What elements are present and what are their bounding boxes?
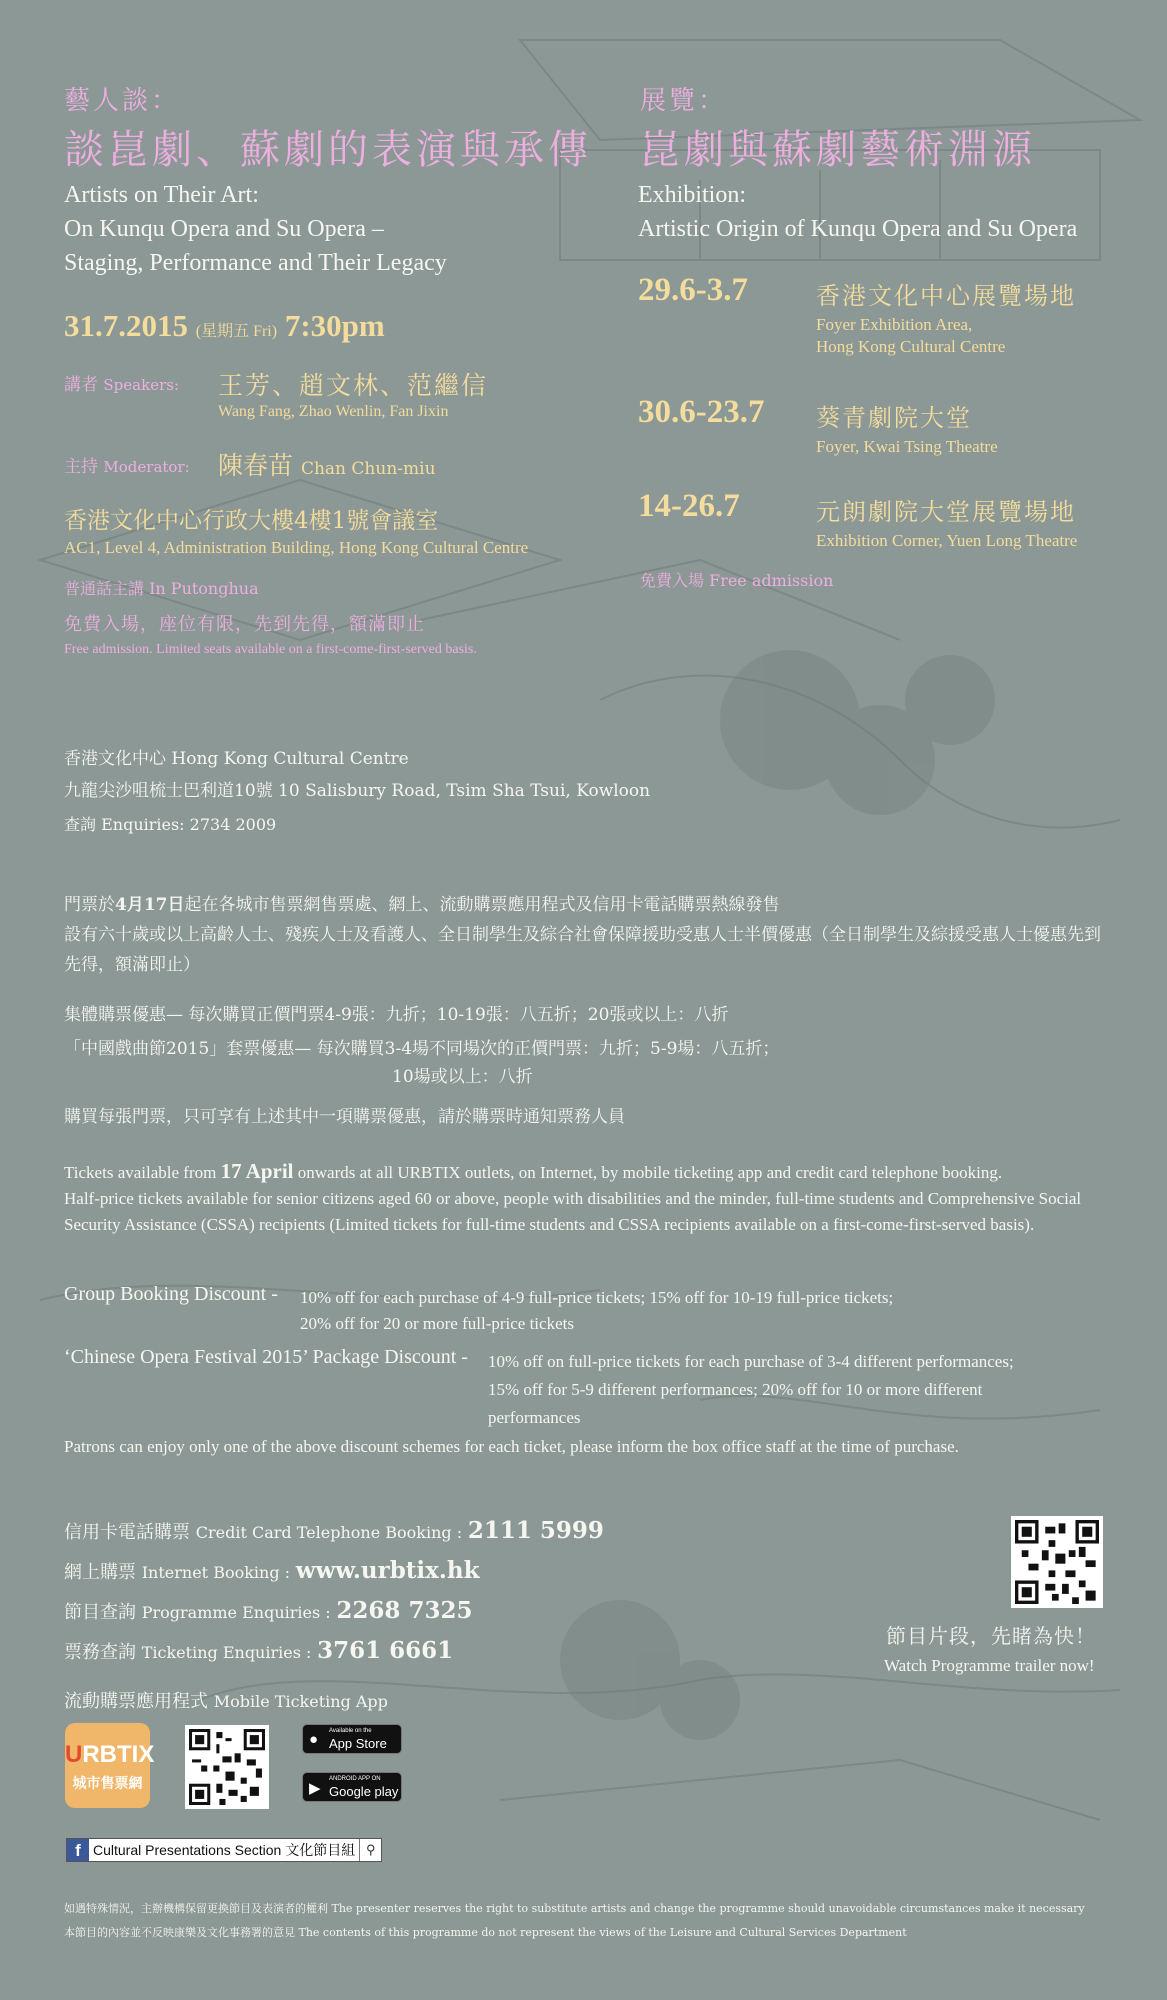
talk-venue-en: AC1, Level 4, Administration Building, Hong Kong Cultural Centre: [64, 538, 529, 557]
app-store-text: App Store: [329, 1736, 387, 1751]
group-discount-label: Group Booking Discount -: [64, 1283, 278, 1305]
exhibition-venue-en-line: Hong Kong Cultural Centre: [816, 337, 1006, 356]
app-store-small-text: Available on the: [329, 1728, 372, 1734]
booking-value: 2268 7325: [336, 1597, 473, 1624]
booking-label-zh: 網上購票: [64, 1562, 136, 1583]
centre-enquiries: 查詢 Enquiries: 2734 2009: [64, 815, 277, 834]
talk-kicker: 藝人談：: [64, 86, 181, 116]
speakers-label: [64, 370, 179, 395]
exhibition-venue-zh: 元朗劇院大堂展覽場地: [816, 498, 1076, 526]
urbtix-logo-rbtix: RBTIX: [82, 1741, 155, 1768]
trailer-zh: 節目片段，先睹為快！: [886, 1624, 1096, 1648]
talk-date-time: [64, 308, 385, 344]
google-play-badge[interactable]: [302, 1772, 402, 1802]
talk-title-en-line: Staging, Performance and Their Legacy: [64, 250, 447, 276]
mobile-app-zh: 流動購票應用程式: [64, 1691, 208, 1712]
exhibition-title-en: [638, 178, 1077, 246]
exhibition-kicker: 展覽：: [640, 86, 728, 116]
booking-label-zh: 票務查詢: [64, 1642, 136, 1663]
group-discount-text: [300, 1285, 1080, 1337]
exhibition-venue-en: [816, 314, 1005, 358]
disclaimer-substitution: 如遇特殊情況，主辦機構保留更換節目及表演者的權利 The presenter reserves the right to substitute artists and change the programme should unavoidable circumstances make it necessary: [64, 1902, 1085, 1915]
exhibition-venue-zh: 葵青劇院大堂: [816, 404, 972, 432]
booking-value: 3761 6661: [317, 1637, 454, 1664]
google-play-text: Google play: [329, 1784, 399, 1799]
urbtix-logo-u: U: [65, 1741, 83, 1768]
qr-code-icon: [1015, 1520, 1099, 1604]
booking-label-en: Internet Booking :: [141, 1563, 291, 1582]
tickets-en-text: onwards at all URBTIX outlets, on Internet, by mobile ticketing app and credit card telephone booking.: [297, 1163, 1003, 1182]
booking-ticketing-enquiries: [64, 1637, 453, 1664]
mobile-app-label: [64, 1687, 388, 1713]
package-discount-text: [488, 1348, 1108, 1432]
centre-name: 香港文化中心 Hong Kong Cultural Centre: [64, 749, 409, 769]
exhibition-title-zh: 崑劇與蘇劇藝術淵源: [640, 127, 1036, 173]
urbtix-logo[interactable]: [65, 1723, 155, 1808]
facebook-search-bar[interactable]: [66, 1838, 382, 1862]
talk-title-en: [64, 178, 447, 280]
moderator-label-zh: 主持: [64, 457, 98, 477]
app-store-badge[interactable]: [302, 1724, 402, 1754]
talk-venue-zh: 香港文化中心行政大樓4樓1號會議室: [64, 508, 439, 534]
tickets-zh-date: 4月17日: [115, 895, 185, 915]
speakers-label-en: Speakers:: [103, 376, 179, 394]
booking-website-link[interactable]: www.urbtix.hk: [295, 1557, 480, 1584]
tickets-zh-text: 門票於: [64, 895, 115, 915]
urbtix-logo-zh: 城市售票網: [72, 1776, 143, 1792]
qr-code-icon: [189, 1729, 265, 1805]
speakers-zh: 王芳、趙文林、范繼信: [218, 371, 489, 400]
moderator-zh: 陳春苗: [218, 451, 294, 480]
talk-weekday: (星期五 Fri): [195, 323, 278, 340]
exhibition-date: 30.6-23.7: [638, 394, 765, 430]
booking-label-en: Programme Enquiries :: [141, 1603, 331, 1622]
package-discount-label: ‘Chinese Opera Festival 2015’ Package Discount -: [64, 1346, 468, 1368]
apple-icon: ●: [309, 1731, 319, 1748]
group-discount-line: 20% off for 20 or more full-price tickets: [300, 1314, 574, 1333]
exhibition-venue-en-line: Foyer Exhibition Area,: [816, 315, 973, 334]
google-play-small-text: ANDROID APP ON: [329, 1776, 381, 1782]
facebook-icon: f: [67, 1839, 89, 1861]
exhibition-date: 29.6-3.7: [638, 272, 748, 308]
app-qr-code[interactable]: [185, 1725, 269, 1809]
booking-label-en: Credit Card Telephone Booking :: [195, 1523, 463, 1542]
facebook-page-name: Cultural Presentations Section 文化節目組: [93, 1842, 356, 1858]
group-discount-line: 10% off for each purchase of 4-9 full-price tickets; 15% off for 10-19 full-price tickets;: [300, 1288, 894, 1307]
moderator-label: [64, 452, 190, 477]
package-discount-line: 15% off for 5-9 different performances; 20% off for 10 or more different: [488, 1380, 983, 1399]
package-discount-line: performances: [488, 1408, 581, 1427]
talk-title-en-line: Artists on Their Art:: [64, 182, 259, 208]
trailer-qr-code[interactable]: [1011, 1516, 1103, 1608]
talk-title-zh: 談崑劇、蘇劇的表演與承傳: [64, 127, 592, 173]
talk-free-en: Free admission. Limited seats available on a first-come-first-served basis.: [64, 642, 477, 657]
tickets-en-date: 17 April: [220, 1159, 294, 1183]
booking-internet: [64, 1557, 480, 1584]
moderator-label-en: Moderator:: [103, 458, 190, 476]
tickets-zh-package: 「中國戲曲節2015」套票優惠— 每次購買3-4場不同場次的正價門票：九折；5-9場：八五折；: [64, 1039, 780, 1059]
tickets-zh-concession: 設有六十歲或以上高齡人士、殘疾人士及看護人、全日制學生及綜合社會保障援助受惠人士半價優惠（全日制學生及綜援受惠人士優惠先到先得，額滿即止）: [64, 925, 1101, 975]
speakers-label-zh: 講者: [64, 375, 98, 395]
tickets-en-text: Tickets available from: [64, 1163, 217, 1182]
tickets-zh-text: 起在各城市售票網售票處、網上、流動購票應用程式及信用卡電話購票熱線發售: [184, 895, 780, 915]
exhibition-venue-zh: 香港文化中心展覽場地: [816, 282, 1076, 310]
talk-date: 31.7.2015: [64, 308, 188, 343]
centre-address: 九龍尖沙咀梳士巴利道10號 10 Salisbury Road, Tsim Sha Tsui, Kowloon: [64, 781, 651, 801]
booking-label-zh: 信用卡電話購票: [64, 1522, 190, 1543]
package-discount-line: 10% off on full-price tickets for each purchase of 3-4 different performances;: [488, 1352, 1014, 1371]
exhibition-date: 14-26.7: [638, 488, 740, 524]
urbtix-logo-text: [65, 1741, 155, 1769]
speakers-en: Wang Fang, Zhao Wenlin, Fan Jixin: [218, 403, 449, 420]
booking-label-en: Ticketing Enquiries :: [141, 1643, 312, 1662]
play-icon: ▶: [309, 1780, 321, 1797]
mobile-app-en: Mobile Ticketing App: [213, 1692, 388, 1711]
exhibition-title-en-line: Exhibition:: [638, 182, 746, 208]
tickets-zh-note: 購買每張門票，只可享有上述其中一項購票優惠，請於購票時通知票務人員: [64, 1107, 625, 1127]
tickets-en-concession: Half-price tickets available for senior citizens aged 60 or above, people with disabilities and the minder, full-time students and Comprehensive Social Security Assistance (CSSA) recipients (Limited tickets for full-time students and CSSA recipients available on a first-come-first-served basis).: [64, 1189, 1082, 1234]
booking-value: 2111 5999: [467, 1517, 604, 1544]
booking-programme-enquiries: [64, 1597, 472, 1624]
tickets-zh-info: [64, 890, 1114, 980]
tickets-zh-package-cont: 10場或以上：八折: [392, 1067, 533, 1087]
discount-note: Patrons can enjoy only one of the above discount schemes for each ticket, please inform the box office staff at the time of purchase.: [64, 1437, 959, 1456]
talk-time: 7:30pm: [284, 308, 385, 343]
talk-free-zh: 免費入場，座位有限，先到先得，額滿即止: [64, 614, 425, 635]
search-icon[interactable]: ⚲: [359, 1839, 381, 1861]
disclaimer-views: 本節目的內容並不反映康樂及文化事務署的意見 The contents of this programme do not represent the views of the Leisure and Cultural Services Department: [64, 1926, 907, 1939]
tickets-en-availability: [64, 1158, 1114, 1186]
booking-credit-card: [64, 1517, 604, 1544]
exhibition-venue-en: Foyer, Kwai Tsing Theatre: [816, 437, 998, 456]
tickets-zh-group: 集體購票優惠— 每次購買正價門票4-9張：九折；10-19張：八五折；20張或以上：八折: [64, 1005, 729, 1025]
exhibition-title-en-line: Artistic Origin of Kunqu Opera and Su Opera: [638, 216, 1078, 242]
exhibition-free-admission: 免費入場 Free admission: [640, 571, 834, 590]
booking-label-zh: 節目查詢: [64, 1602, 136, 1623]
moderator-en: Chan Chun-miu: [300, 459, 436, 479]
talk-title-en-line: On Kunqu Opera and Su Opera –: [64, 216, 384, 242]
trailer-en: Watch Programme trailer now!: [884, 1656, 1095, 1675]
moderator-name: [218, 446, 436, 482]
exhibition-venue-en: Exhibition Corner, Yuen Long Theatre: [816, 531, 1078, 550]
talk-language: 普通話主講 In Putonghua: [64, 579, 259, 598]
